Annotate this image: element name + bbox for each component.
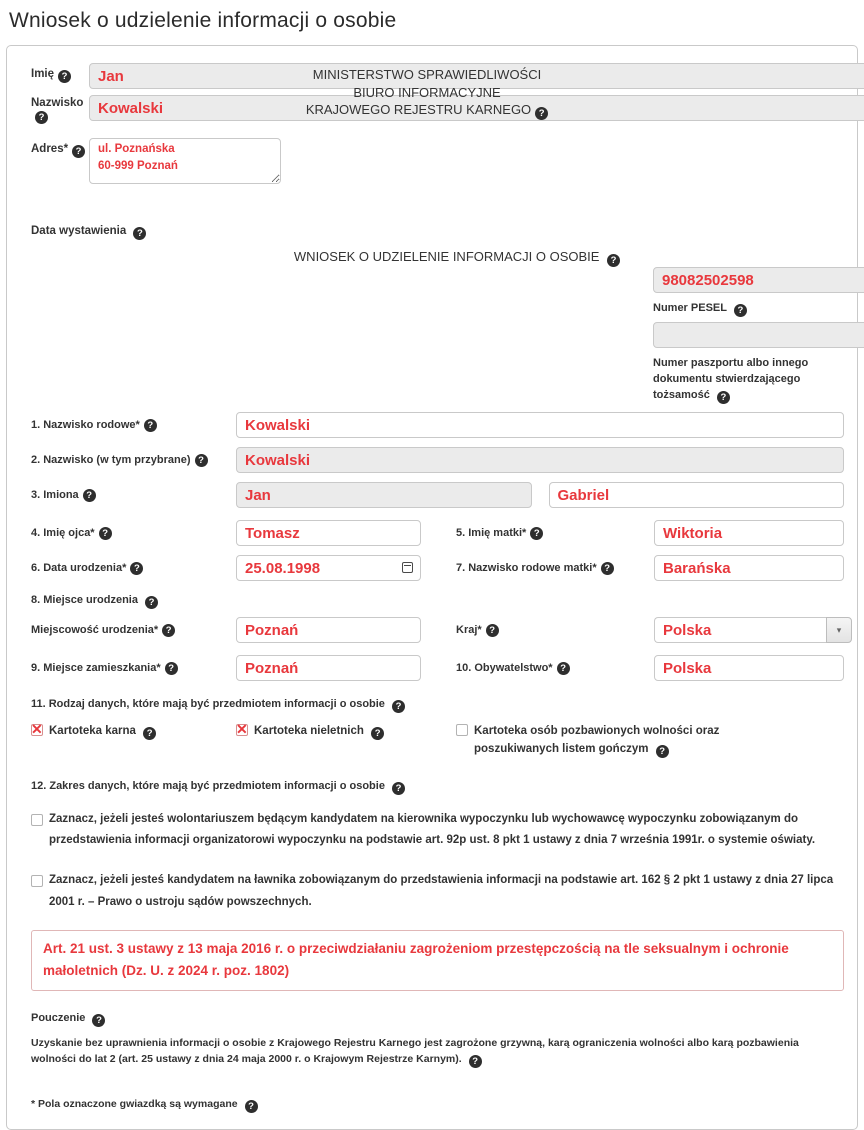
given-names-label bbox=[31, 488, 236, 503]
address-label bbox=[31, 143, 85, 158]
help-icon[interactable] bbox=[530, 527, 543, 540]
help-icon[interactable] bbox=[143, 727, 156, 740]
country-combobox bbox=[654, 617, 852, 643]
form-fields-section bbox=[7, 412, 857, 1129]
surname-input[interactable] bbox=[236, 447, 844, 473]
field-row-given-names bbox=[31, 482, 844, 508]
mother-family-name-label bbox=[421, 561, 654, 576]
checkbox-label-text: Kartoteka karna bbox=[49, 725, 136, 737]
required-fields-note-text: * Pola oznaczone gwiazdką są wymagane bbox=[31, 1098, 238, 1111]
ministry-header bbox=[257, 66, 597, 120]
help-icon[interactable] bbox=[717, 391, 730, 404]
birth-date-label-text: 6. Data urodzenia* bbox=[31, 561, 127, 574]
help-icon[interactable] bbox=[99, 527, 112, 540]
checkbox-item-wolontariusz bbox=[31, 809, 844, 853]
family-name-input[interactable] bbox=[236, 412, 844, 438]
help-icon[interactable] bbox=[734, 304, 747, 317]
family-name-label-text: 1. Nazwisko rodowe* bbox=[31, 418, 140, 431]
calendar-icon[interactable] bbox=[402, 562, 413, 573]
checkbox-label-text: Kartoteka nieletnich bbox=[254, 725, 364, 737]
father-name-label bbox=[31, 526, 236, 541]
section11-title bbox=[31, 697, 844, 713]
birth-city-label-text: Miejscowość urodzenia* bbox=[31, 623, 159, 636]
help-icon[interactable] bbox=[145, 596, 158, 609]
father-name-input[interactable] bbox=[236, 520, 421, 546]
first-name-label-text: Imię bbox=[31, 68, 55, 80]
help-icon[interactable] bbox=[392, 700, 405, 713]
form-title bbox=[227, 249, 687, 267]
pesel-label bbox=[653, 301, 747, 317]
ministry-line: MINISTERSTWO SPRAWIEDLIWOŚCI bbox=[312, 67, 542, 82]
checkbox-label bbox=[474, 723, 796, 759]
mother-name-input[interactable] bbox=[654, 520, 844, 546]
residence-label-text: 9. Miejsce zamieszkania* bbox=[31, 661, 161, 674]
country-label bbox=[421, 623, 654, 638]
page-title: Wniosek o udzielenie informacji o osobie bbox=[9, 9, 397, 32]
help-icon[interactable] bbox=[92, 1014, 105, 1027]
form-panel bbox=[6, 45, 858, 1130]
checkbox-item-kartoteka-nieletnich bbox=[236, 723, 456, 759]
help-icon[interactable] bbox=[83, 489, 96, 502]
pesel-input[interactable] bbox=[653, 267, 864, 293]
residence-input[interactable] bbox=[236, 655, 421, 681]
pouczenie-label-text: Pouczenie bbox=[31, 1011, 86, 1024]
birth-date-label bbox=[31, 561, 236, 576]
help-icon[interactable] bbox=[535, 107, 548, 120]
help-icon[interactable] bbox=[162, 624, 175, 637]
form-title-text: WNIOSEK O UDZIELENIE INFORMACJI O OSOBIE bbox=[293, 249, 600, 264]
surname-label bbox=[31, 453, 236, 468]
issue-date-label-text: Data wystawienia bbox=[31, 225, 127, 237]
field-row-parents-1 bbox=[31, 520, 844, 546]
help-icon[interactable] bbox=[557, 662, 570, 675]
required-fields-note bbox=[31, 1098, 844, 1113]
birth-city-label bbox=[31, 623, 236, 638]
wolontariusz-checkbox[interactable] bbox=[31, 814, 43, 826]
checkbox-item-kartoteka-karna bbox=[31, 723, 236, 759]
help-icon[interactable] bbox=[133, 227, 146, 240]
mother-family-name-input[interactable] bbox=[654, 555, 844, 581]
last-name-label-text: Nazwisko bbox=[31, 97, 84, 109]
ministry-line: KRAJOWEGO REJESTRU KARNEGO bbox=[305, 102, 532, 118]
help-icon[interactable] bbox=[392, 782, 405, 795]
passport-input[interactable] bbox=[653, 322, 864, 348]
field-row-family-name bbox=[31, 412, 844, 438]
help-icon[interactable] bbox=[607, 254, 620, 267]
field-row-surname bbox=[31, 447, 844, 473]
pouczenie-label bbox=[31, 1011, 844, 1027]
address-label-text: Adres* bbox=[31, 143, 69, 155]
father-name-label-text: 4. Imię ojca* bbox=[31, 526, 95, 539]
citizenship-label-text: 10. Obywatelstwo* bbox=[456, 661, 553, 674]
checkbox-label-text: Kartoteka osób pozbawionych wolności oraz poszukiwanych listem gończym bbox=[474, 725, 720, 755]
issue-date-label bbox=[31, 225, 146, 240]
last-name-label bbox=[31, 97, 87, 124]
passport-label-text: Numer paszportu albo innego dokumentu stwierdzającego tożsamość bbox=[653, 357, 809, 401]
kartoteka-osob-checkbox[interactable] bbox=[456, 724, 468, 736]
surname-label-text: 2. Nazwisko (w tym przybrane) bbox=[31, 453, 191, 466]
help-icon[interactable] bbox=[72, 145, 85, 158]
help-icon[interactable] bbox=[144, 419, 157, 432]
given-name-2-input[interactable] bbox=[549, 482, 845, 508]
passport-label bbox=[653, 356, 845, 404]
section12-title bbox=[31, 779, 844, 795]
kartoteka-karna-checkbox[interactable] bbox=[31, 724, 43, 736]
birth-place-section-text: 8. Miejsce urodzenia bbox=[31, 594, 138, 606]
section12-title-text: 12. Zakres danych, które mają być przedmiotem informacji o osobie bbox=[31, 779, 385, 792]
form-header-section bbox=[7, 46, 857, 412]
field-row-birth-place bbox=[31, 617, 844, 643]
country-input[interactable] bbox=[654, 617, 826, 643]
birth-date-input[interactable] bbox=[236, 555, 421, 581]
checkbox-label bbox=[49, 723, 156, 741]
checkbox-item-lawnik bbox=[31, 870, 844, 914]
mother-family-name-label-text: 7. Nazwisko rodowe matki* bbox=[456, 561, 597, 574]
birth-city-input[interactable] bbox=[236, 617, 421, 643]
citizenship-label bbox=[421, 661, 654, 676]
chevron-down-icon[interactable]: ▾ bbox=[826, 617, 852, 643]
mother-name-label bbox=[421, 526, 654, 541]
birth-place-section-label bbox=[31, 593, 844, 609]
section11-title-text: 11. Rodzaj danych, które mają być przedmiotem informacji o osobie bbox=[31, 698, 385, 710]
ministry-line: BIURO INFORMACYJNE bbox=[353, 84, 501, 100]
help-icon[interactable] bbox=[486, 624, 499, 637]
country-label-text: Kraj* bbox=[456, 623, 482, 636]
help-icon[interactable] bbox=[245, 1100, 258, 1113]
section11-options bbox=[31, 723, 844, 759]
help-icon[interactable] bbox=[58, 70, 71, 83]
legal-scope-box: Art. 21 ust. 3 ustawy z 13 maja 2016 r. o przeciwdziałaniu zagrożeniom przestępczością na tle seksualnym i ochronie małoletnich (Dz. U. z 2024 r. poz. 1802) bbox=[31, 930, 844, 991]
checkbox-label: Zaznacz, jeżeli jesteś kandydatem na ławnika zobowiązanym do przedstawienia informacji na podstawie art. 162 § 2 pkt 1 ustawy z dnia 27 lipca 2001 r. – Prawo o ustroju sądów powszechnych. bbox=[49, 874, 834, 909]
citizenship-input[interactable] bbox=[654, 655, 844, 681]
lawnik-checkbox[interactable] bbox=[31, 875, 43, 887]
family-name-label bbox=[31, 418, 236, 433]
help-icon[interactable] bbox=[195, 454, 208, 467]
help-icon[interactable] bbox=[469, 1055, 482, 1068]
checkbox-label: Zaznacz, jeżeli jesteś wolontariuszem będącym kandydatem na kierownika wypoczynku lub wychowawcę wypoczynku zobowiązanym do przedstawienia informacji organizatorowi wypoczynku na podstawie art. 92p ust. 8 pkt 1 ustawy z dnia 7 września 1991r. o systemie oświaty. bbox=[49, 812, 816, 847]
field-row-birth bbox=[31, 555, 844, 581]
field-row-residence bbox=[31, 655, 844, 681]
checkbox-label bbox=[254, 723, 384, 741]
help-icon[interactable] bbox=[130, 562, 143, 575]
first-name-label bbox=[31, 68, 71, 83]
residence-label bbox=[31, 661, 236, 676]
given-names-label-text: 3. Imiona bbox=[31, 488, 79, 501]
kartoteka-nieletnich-checkbox[interactable] bbox=[236, 724, 248, 736]
checkbox-item-kartoteka-osob bbox=[456, 723, 796, 759]
help-icon[interactable] bbox=[371, 727, 384, 740]
pouczenie-text bbox=[31, 1035, 844, 1069]
given-name-1-input[interactable] bbox=[236, 482, 532, 508]
help-icon[interactable] bbox=[656, 745, 669, 758]
mother-name-label-text: 5. Imię matki* bbox=[456, 526, 527, 539]
help-icon[interactable] bbox=[35, 111, 48, 124]
pesel-label-text: Numer PESEL bbox=[653, 302, 727, 314]
help-icon[interactable] bbox=[165, 662, 178, 675]
help-icon[interactable] bbox=[601, 562, 614, 575]
pouczenie-text-body: Uzyskanie bez uprawnienia informacji o osobie z Krajowego Rejestru Karnego jest zagrożone grzywną, karą ograniczenia wolności albo karą pozbawienia wolności do lat 2 (art. 25 ustawy z dnia 24 maja 2000 r. o Krajowym Rejestrze Karnym). bbox=[31, 1036, 799, 1066]
address-textarea[interactable] bbox=[89, 138, 281, 184]
